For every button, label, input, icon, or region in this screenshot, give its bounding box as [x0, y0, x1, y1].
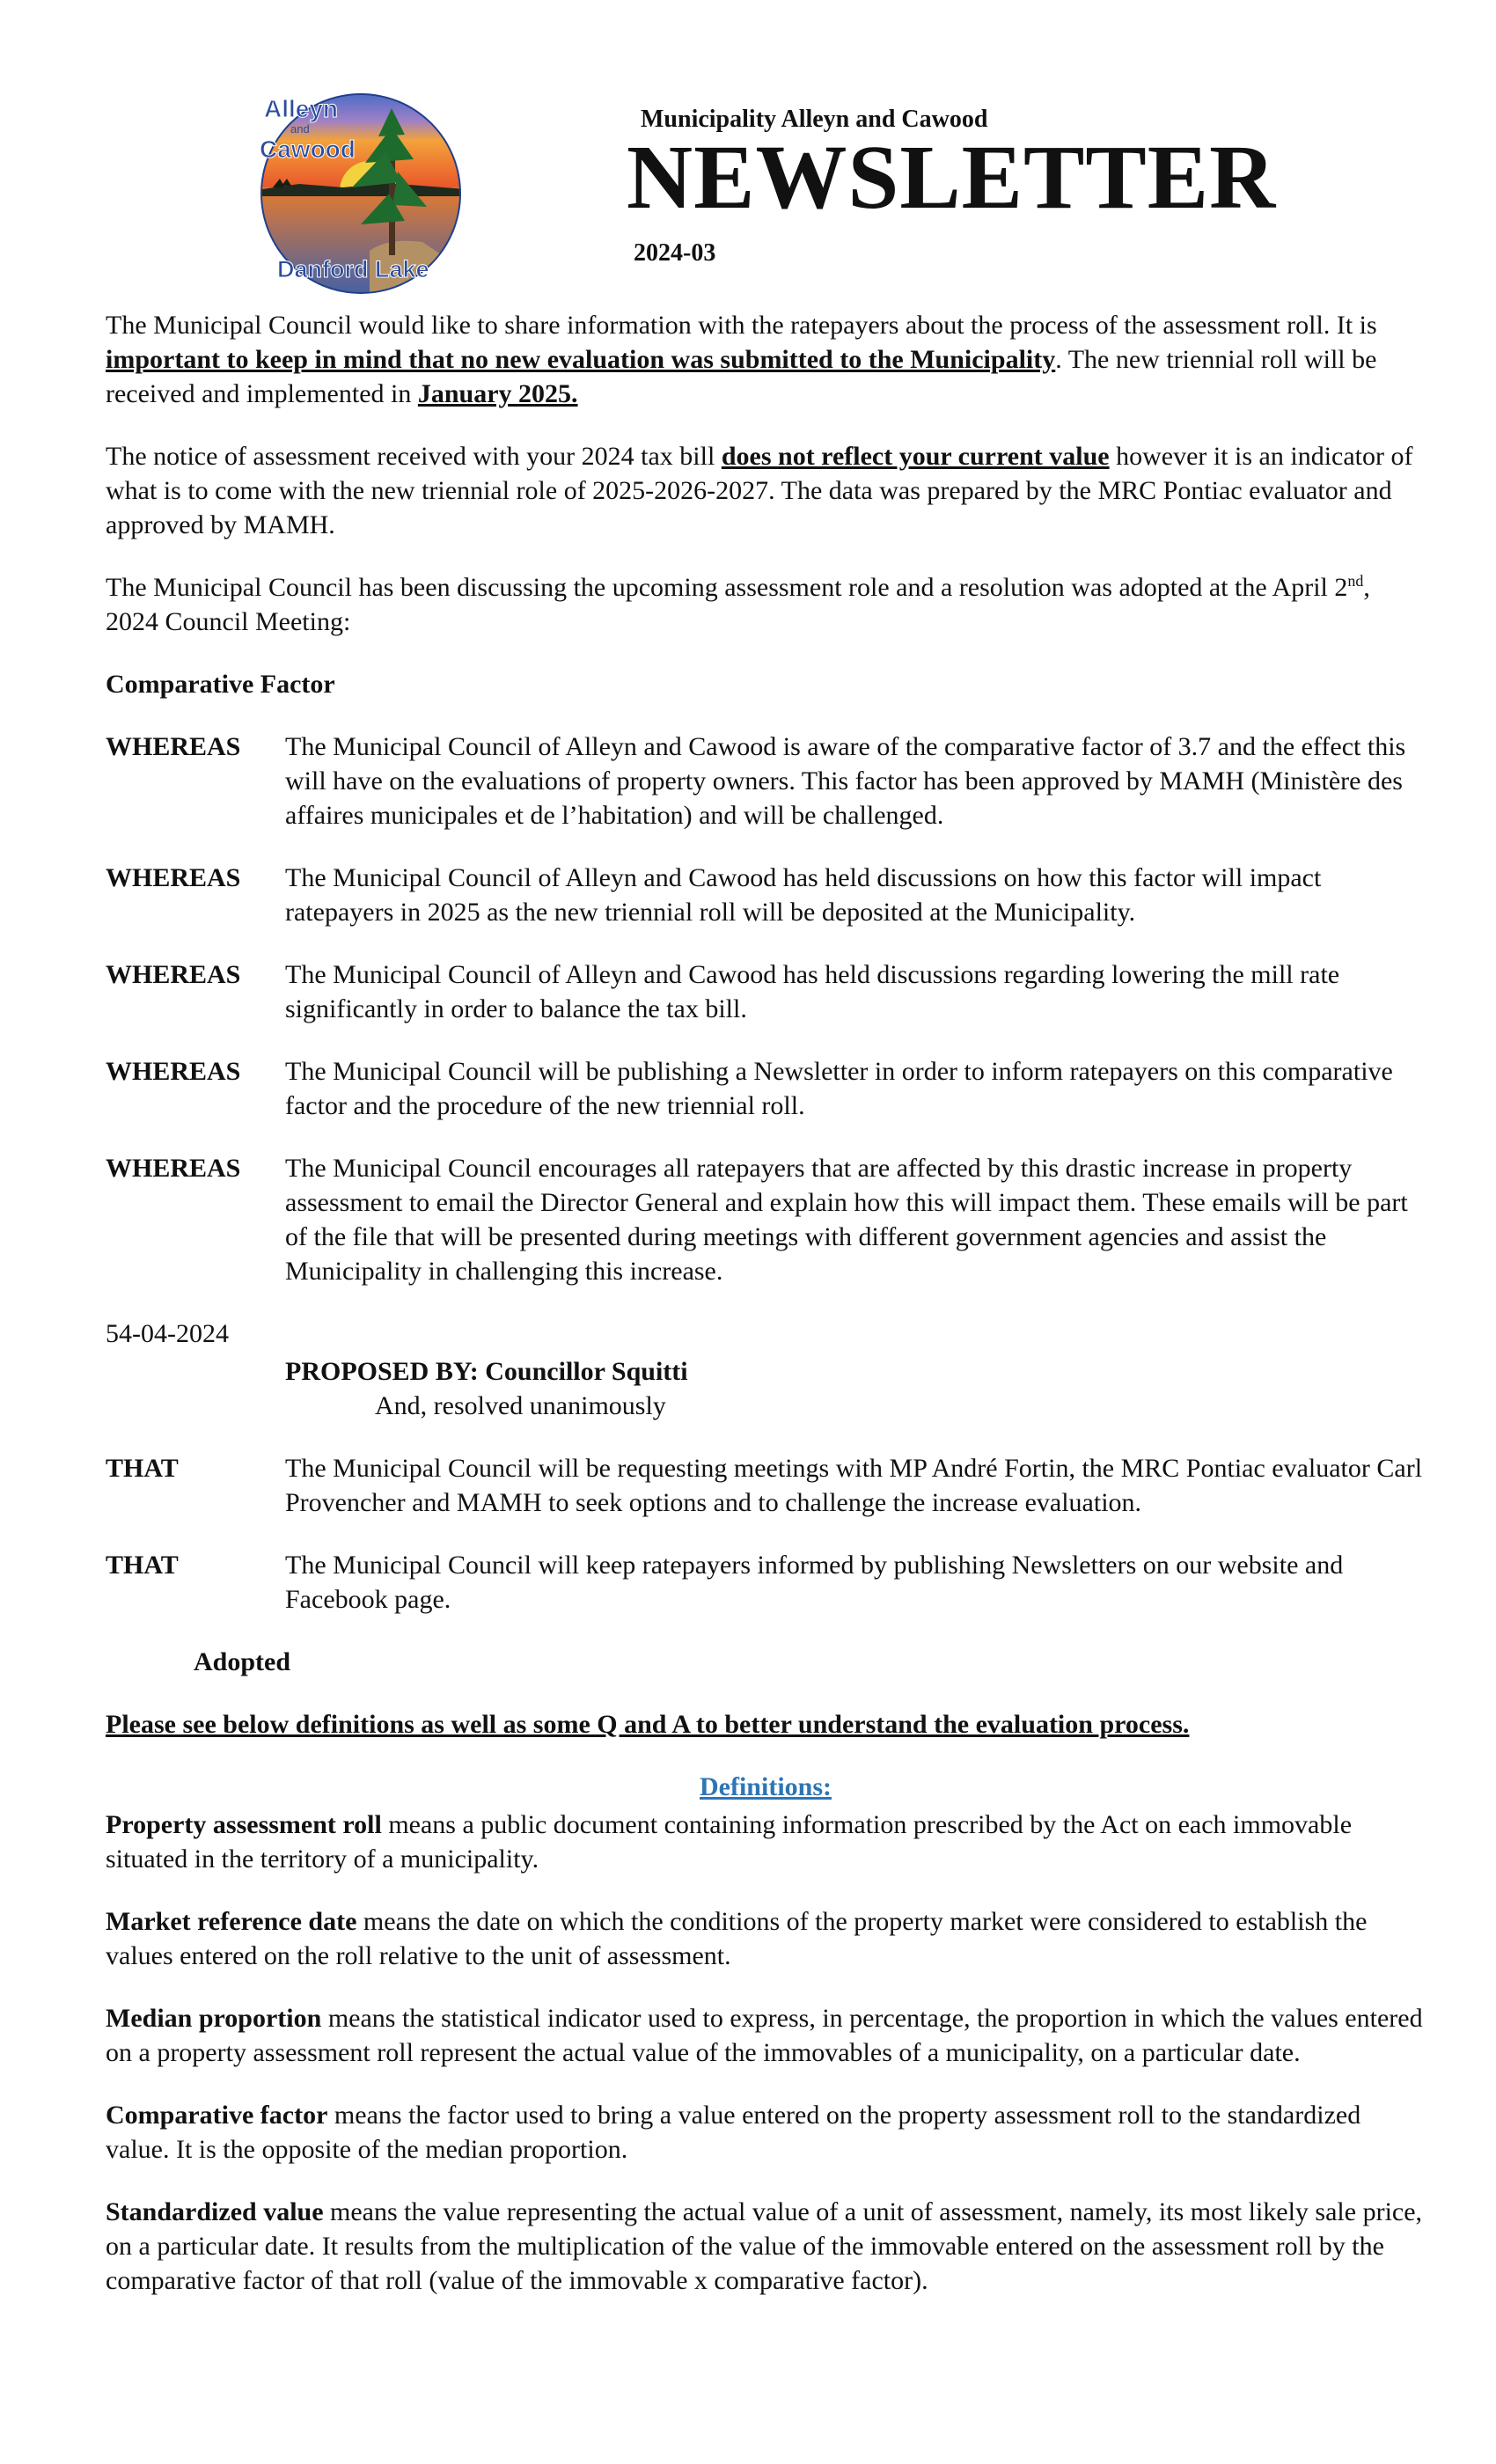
see-below-note: Please see below definitions as well as some Q and A to better understand the evaluation process. [106, 1710, 1190, 1739]
january-2025: January 2025. [417, 379, 578, 408]
municipality-name: Municipality Alleyn and Cawood [641, 106, 988, 133]
content [106, 308, 1426, 2326]
resolved-unanimously: And, resolved unanimously [375, 1391, 666, 1420]
intro-paragraph-1: The Municipal Council would like to share information with the ratepayers about the process of the assessment roll. It is important to keep in mind that no new evaluation was submitted to the Municipality. The new triennial roll will be received and implemented in January 2025. [106, 311, 1377, 408]
svg-text:Cawood: Cawood [260, 136, 356, 163]
definition-item: Standardized value means the value representing the actual value of a unit of assessment, namely, its most likely sale price, on a particular date. It results from the multiplication of the value of the immovable entered on the assessment roll by the comparative factor of that roll (value of the immovable x comparative factor). [106, 2197, 1423, 2295]
whereas-clause: WHEREAS The Municipal Council will be publishing a Newsletter in order to inform ratepayers on this comparative factor and the procedure of the new triennial roll. [106, 1057, 1393, 1120]
section-heading-comparative-factor: Comparative Factor [106, 670, 335, 699]
current-value-note: does not reflect your current value [721, 442, 1110, 471]
whereas-clause: WHEREAS The Municipal Council of Alleyn and Cawood is aware of the comparative factor of 3.7 and the effect this will have on the evaluations of property owners. This factor has been approved by MAMH (Ministère des affaires municipales et de l’habitation) and will be challenged. [106, 732, 1406, 830]
that-clause: THAT The Municipal Council will keep ratepayers informed by publishing Newsletters on our website and Facebook page. [106, 1551, 1344, 1614]
whereas-clause: WHEREAS The Municipal Council of Alleyn and Cawood has held discussions regarding lowering the mill rate significantly in order to balance the tax bill. [106, 960, 1340, 1023]
definition-item: Market reference date means the date on which the conditions of the property market were considered to establish the values entered on the roll relative to the unit of assessment. [106, 1907, 1368, 1970]
definition-item: Comparative factor means the factor used to bring a value entered on the property assessment roll to the standardized value. It is the opposite of the median proportion. [106, 2101, 1361, 2164]
intro-paragraph-2: The notice of assessment received with your 2024 tax bill does not reflect your current value however it is an indicator of what is to come with the new triennial role of 2025-2026-2027. The data was prepared by the MRC Pontiac evaluator and approved by MAMH. [106, 442, 1413, 539]
svg-text:Alleyn: Alleyn [264, 95, 339, 122]
that-clause: THAT The Municipal Council will be requesting meetings with MP André Fortin, the MRC Pontiac evaluator Carl Provencher and MAMH to seek options and to challenge the increase evaluation. [106, 1454, 1423, 1517]
municipality-logo [238, 84, 466, 295]
svg-text:and: and [290, 122, 310, 136]
adopted-label: Adopted [194, 1647, 291, 1676]
definition-item: Property assessment roll means a public document containing information prescribed by the Act on each immovable situated in the territory of a municipality. [106, 1810, 1353, 1874]
definition-item: Median proportion means the statistical indicator used to express, in percentage, the proportion in which the values entered on a property assessment roll represent the actual value of the immovables of a municipality, on a particular date. [106, 2004, 1423, 2067]
header [0, 0, 1496, 299]
important-note: important to keep in mind that no new evaluation was submitted to the Municipality [106, 345, 1056, 374]
intro-paragraph-3: The Municipal Council has been discussing the upcoming assessment role and a resolution was adopted at the April 2nd, 2024 Council Meeting: [106, 572, 1370, 636]
definitions-title: Definitions: [700, 1772, 832, 1801]
resolution-number: 54-04-2024 [106, 1319, 229, 1348]
svg-text:Danford Lake: Danford Lake [277, 256, 429, 282]
issue-number: 2024-03 [634, 239, 716, 267]
proposed-by: PROPOSED BY: Councillor Squitti And, resolved unanimously [106, 1354, 1426, 1423]
whereas-clause: WHEREAS The Municipal Council of Alleyn and Cawood has held discussions on how this factor will impact ratepayers in 2025 as the new triennial roll will be deposited at the Municipality. [106, 863, 1322, 927]
newsletter-title: NEWSLETTER [627, 127, 1277, 228]
whereas-clause: WHEREAS The Municipal Council encourages all ratepayers that are affected by this drastic increase in property assessment to email the Director General and explain how this will impact them. These emails will be part of the file that will be presented during meetings with different government agencies and assist the Municipality in challenging this increase. [106, 1154, 1408, 1286]
